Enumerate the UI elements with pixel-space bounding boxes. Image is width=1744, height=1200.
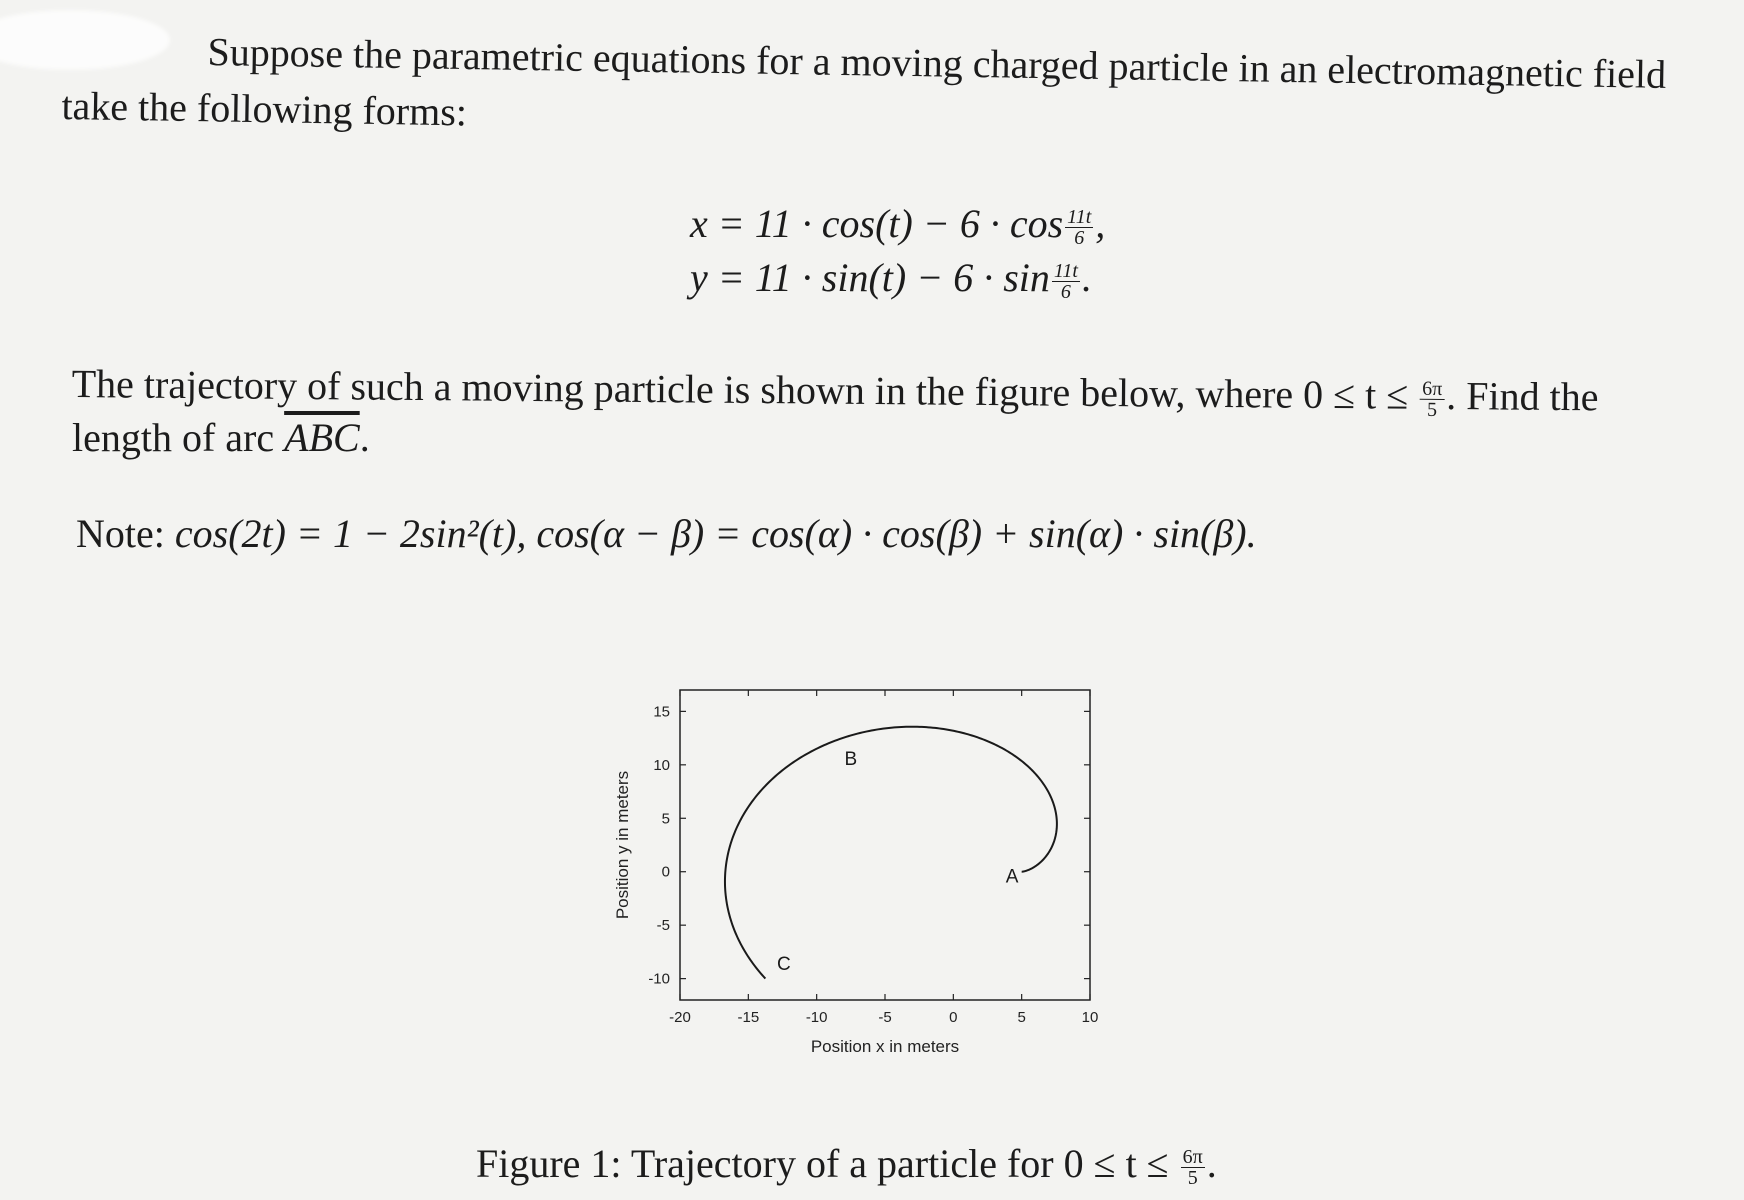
caption-frac-den: 5: [1187, 1167, 1198, 1190]
note: [76, 510, 1257, 557]
x-tick-label: -20: [669, 1009, 691, 1026]
y-tick-label: 0: [661, 863, 670, 881]
intro-line-2: take the following forms:: [61, 82, 468, 135]
y-tick-label: -10: [648, 970, 670, 988]
y-tick-label: -5: [656, 917, 670, 935]
caption-end: .: [1206, 1141, 1217, 1186]
point-label-a: A: [1005, 866, 1019, 888]
equation-x-frac-num: 11t: [1067, 206, 1092, 229]
x-tick-label: -15: [737, 1009, 760, 1026]
trajectory-line2-end: .: [359, 415, 370, 460]
x-axis-label: Position x in meters: [810, 1037, 960, 1056]
equation-y-frac-num: 11t: [1053, 260, 1078, 283]
figure-caption: [476, 1140, 1217, 1188]
trajectory-text-a: The trajectory of such a moving particle is shown in the figure below, where 0 ≤ t ≤: [71, 360, 1409, 418]
x-tick-label: 10: [1081, 1009, 1099, 1026]
trajectory-chart-svg: [590, 670, 1110, 1090]
trajectory-text-b: . Find the: [1446, 372, 1599, 420]
trajectory-frac-num: 6π: [1422, 378, 1443, 401]
equation-x-fraction: [1065, 207, 1093, 248]
equation-y-fraction: [1052, 261, 1080, 302]
equation-y: [690, 254, 1092, 302]
point-label-c: C: [776, 954, 791, 976]
equation-x: [690, 200, 1105, 248]
x-tick-label: -5: [878, 1009, 892, 1026]
point-label-b: B: [844, 748, 858, 770]
trajectory-line2-text: length of arc: [72, 415, 275, 460]
equation-y-end: .: [1081, 255, 1092, 300]
arc-abc-label: $\overline{ABC}$: [284, 415, 360, 460]
trajectory-line-2: [72, 408, 370, 468]
y-tick-label: 15: [653, 703, 670, 721]
trajectory-frac-den: 5: [1426, 399, 1438, 422]
y-axis-label: Position y in meters: [613, 770, 632, 920]
caption-frac-num: 6π: [1182, 1146, 1203, 1169]
x-tick-label: 0: [949, 1009, 958, 1026]
scan-smudge: [0, 10, 170, 70]
equation-y-lhs: y = 11 · sin(t) − 6 · sin: [690, 255, 1050, 300]
equation-x-end: ,: [1095, 201, 1106, 246]
note-label: Note:: [76, 511, 165, 556]
plot-frame: [680, 690, 1090, 1000]
equation-y-frac-den: 6: [1060, 281, 1071, 304]
intro-line-1: Suppose the parametric equations for a moving charged particle in an electromagnetic field: [207, 28, 1667, 97]
caption-text: Figure 1: Trajectory of a particle for 0 ≤ t ≤: [476, 1141, 1169, 1186]
y-tick-label: 5: [661, 810, 670, 828]
x-tick-label: 5: [1017, 1009, 1026, 1026]
trajectory-line: [725, 727, 1057, 979]
caption-fraction: [1181, 1147, 1205, 1188]
y-tick-label: 10: [653, 756, 670, 774]
equation-x-lhs: x = 11 · cos(t) − 6 · cos: [690, 201, 1064, 246]
trajectory-chart: [590, 670, 1110, 1090]
note-formula: cos(2t) = 1 − 2sin²(t), cos(α − β) = cos(α) · cos(β) + sin(α) · sin(β).: [174, 511, 1257, 556]
x-tick-label: -10: [805, 1009, 828, 1026]
trajectory-fraction: [1420, 379, 1444, 420]
equation-x-frac-den: 6: [1074, 227, 1085, 250]
